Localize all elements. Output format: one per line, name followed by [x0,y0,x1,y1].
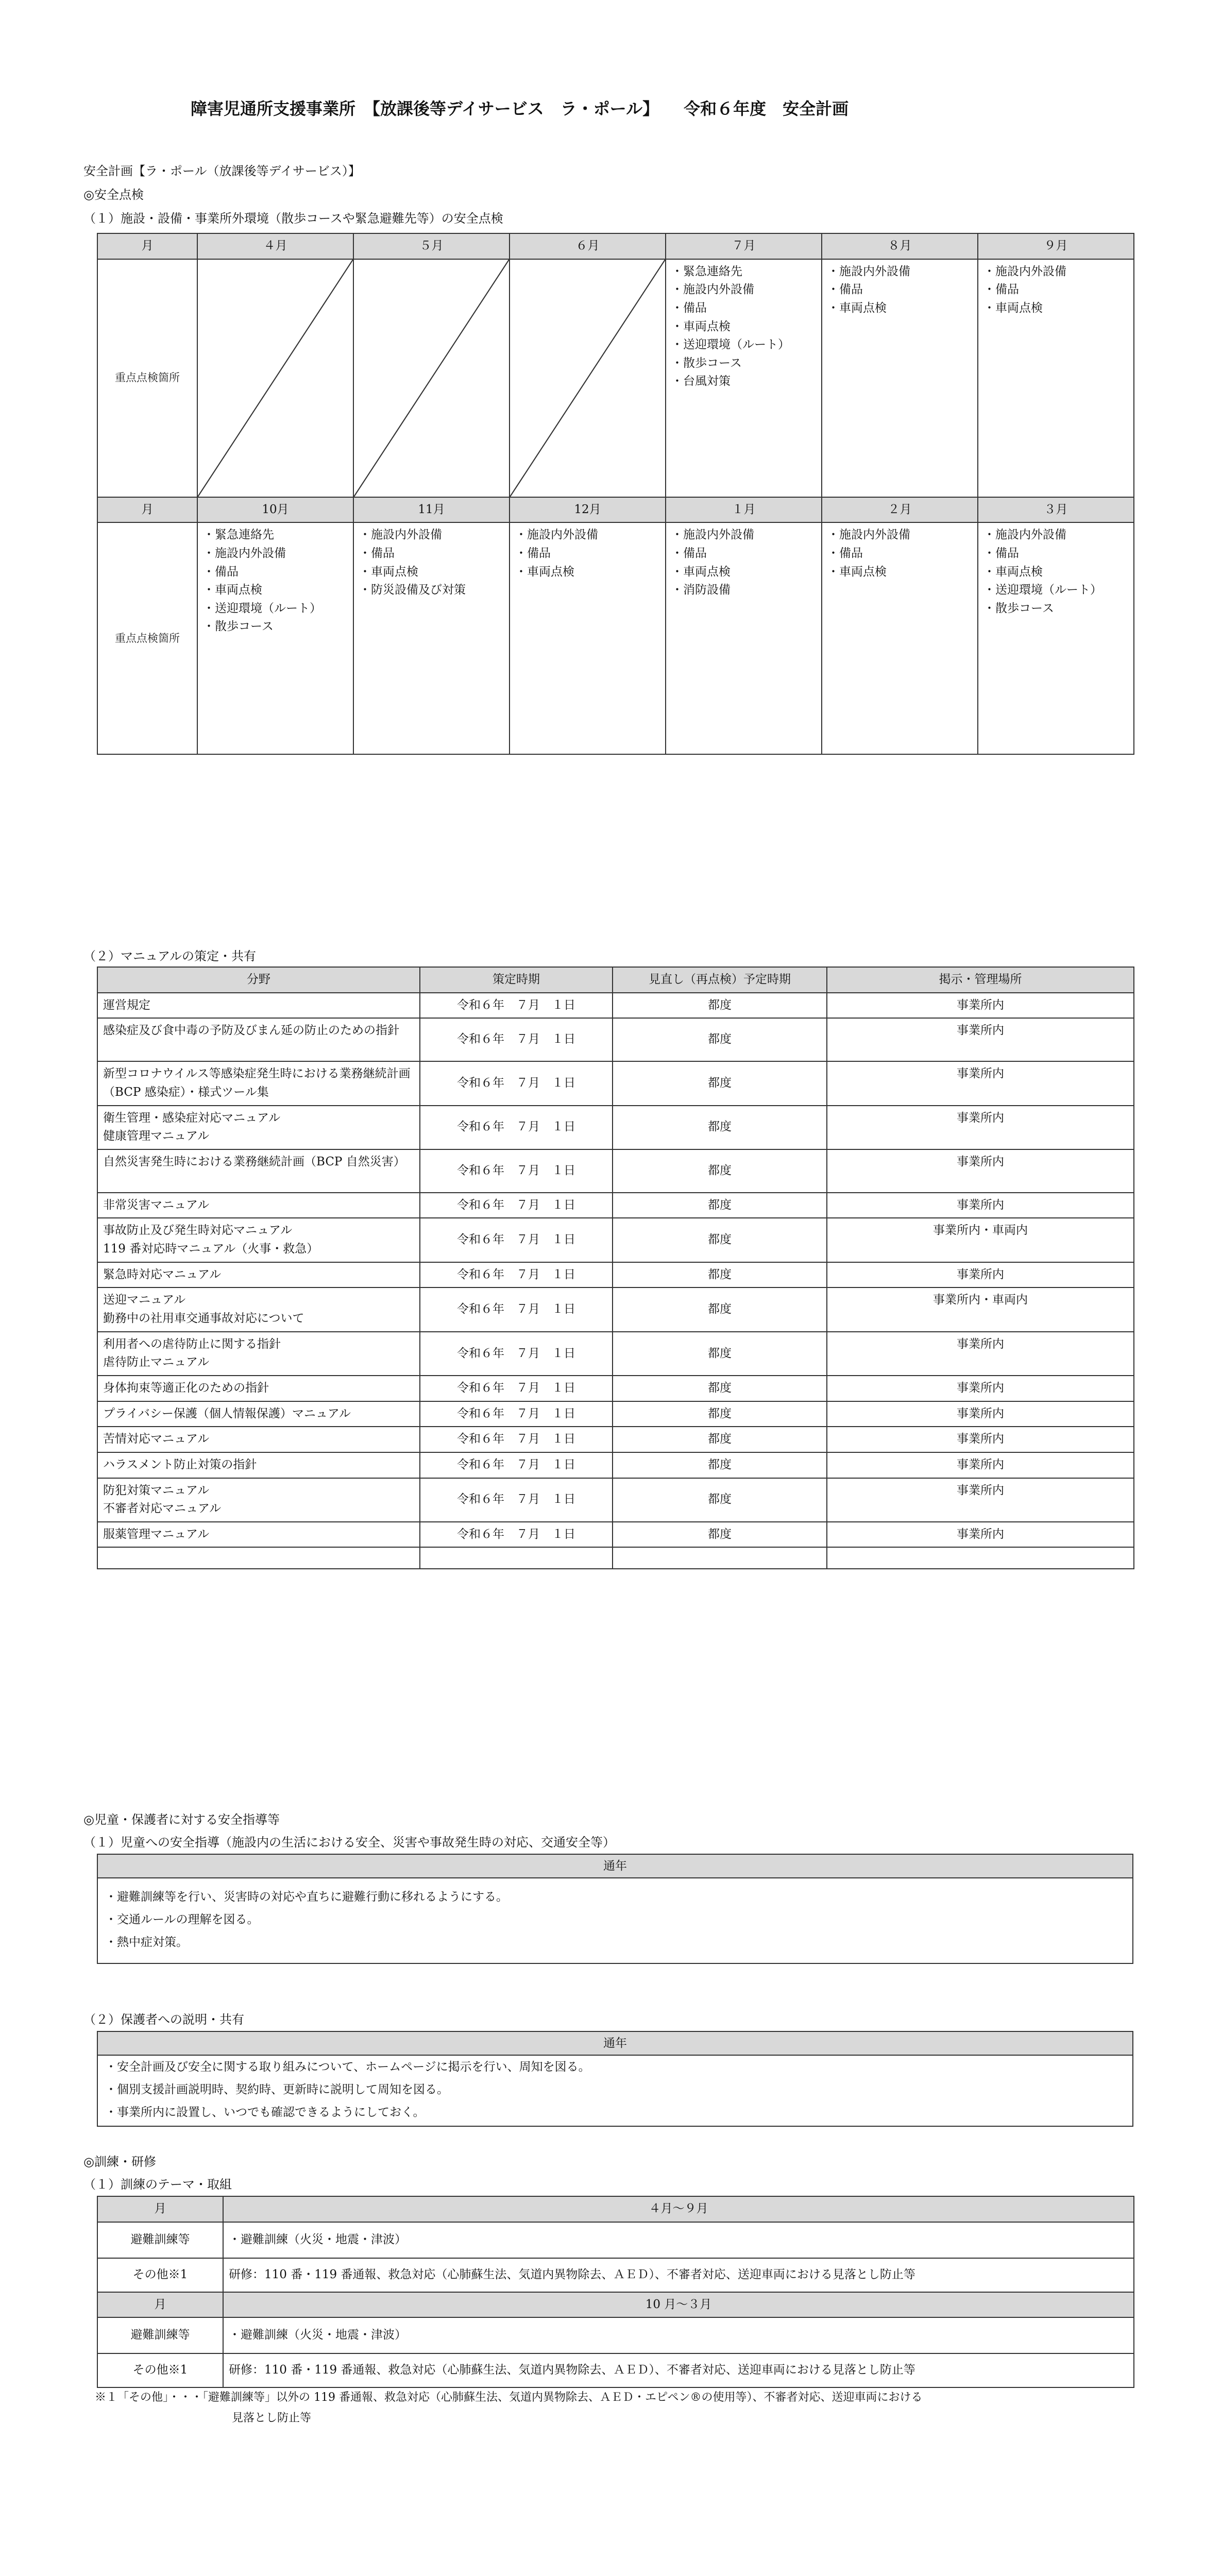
check-item: ・消防設備 [671,583,731,597]
period-header: ４月～９月 [223,2196,1134,2222]
row-label: 重点点検箇所 [97,522,197,754]
manual-row [97,1193,1134,1218]
manual-place: 事業所内 [827,1376,1134,1401]
month-header: 月 [97,497,197,523]
training-text: 研修：110 番・119 番通報、救急対応（心肺蘇生法、気道内異物除去、ＡＥＤ）、不審者対応、送迎車両における見落とし防止等 [223,2353,1134,2387]
manual-place: 事業所内・車両内 [827,1218,1134,1262]
manual-place: 事業所内 [827,1452,1134,1478]
parent-guidance-box [97,2031,1133,2127]
manual-review: 都度 [613,1218,827,1262]
month-col: １月 [666,497,822,523]
empty-cell-slash [353,259,510,497]
manual-row [97,1376,1134,1401]
manual-date: 令和６年 ７月 １日 [420,1193,613,1218]
manual-review: 都度 [613,1149,827,1193]
manual-place: 事業所内・車両内 [827,1287,1134,1331]
check-item: ・車両点検 [203,583,262,597]
row-label: 重点点検箇所 [97,259,197,497]
check-item: ・施設内外設備 [983,264,1066,278]
row-label: 避難訓練等 [97,2222,223,2258]
training-note-cont: 見落とし防止等 [232,2412,312,2425]
check-item: ・台風対策 [671,375,731,388]
check-item: ・車両点検 [983,565,1043,579]
column-header: 策定時期 [420,967,613,993]
manual-row [97,1332,1134,1376]
check-items-feb [822,522,978,754]
check-item: ・備品 [515,546,551,560]
manuals-table [97,967,1134,1569]
empty-cell [613,1547,827,1569]
empty-cell-slash [197,259,353,497]
check-item: ・備品 [359,546,395,560]
check-item: ・施設内外設備 [359,528,442,542]
manual-date: 令和６年 ７月 １日 [420,1018,613,1061]
check-items-mar [978,522,1134,754]
month-col: ７月 [666,233,822,259]
manual-name: 運営規定 [97,993,420,1019]
manual-name: 苦情対応マニュアル [97,1427,420,1452]
check-item: ・車両点検 [359,565,418,579]
check-items-dec [510,522,666,754]
check-items-jan [666,522,822,754]
row-label: 避難訓練等 [97,2317,223,2353]
manual-review: 都度 [613,1452,827,1478]
month-col: ６月 [510,233,666,259]
training-text: ・避難訓練（火災・地震・津波） [223,2317,1134,2353]
check-item: ・送迎環境（ルート） [203,601,321,615]
manual-date: 令和６年 ７月 １日 [420,1427,613,1452]
manual-name: ハラスメント防止対策の指針 [97,1452,420,1478]
manual-date: 令和６年 ７月 １日 [420,1522,613,1548]
manual-review: 都度 [613,1522,827,1548]
manual-date: 令和６年 ７月 １日 [420,1401,613,1427]
check-items-jul [666,259,822,497]
guidance-item: ・避難訓練等を行い、災害時の対応や直ちに避難行動に移れるようにする。 [105,1890,508,1904]
manual-name: 服薬管理マニュアル [97,1522,420,1548]
safety-check-table [97,233,1134,755]
manual-place: 事業所内 [827,1401,1134,1427]
manual-date: 令和６年 ７月 １日 [420,1287,613,1331]
manual-review: 都度 [613,1478,827,1522]
check-item: ・緊急連絡先 [671,264,742,278]
manual-review: 都度 [613,1061,827,1105]
manual-review: 都度 [613,1106,827,1149]
check-item: ・備品 [203,565,239,579]
manual-name: 自然災害発生時における業務継続計画（BCP 自然災害） [97,1149,420,1193]
guidance-heading: ◎児童・保護者に対する安全指導等 [83,1812,280,1827]
manual-place: 事業所内 [827,1478,1134,1522]
guidance-item: ・個別支援計画説明時、契約時、更新時に説明して周知を図る。 [105,2083,449,2096]
guidance-item: ・交通ルールの理解を図る。 [105,1913,259,1926]
check-item: ・防災設備及び対策 [359,583,466,597]
month-col: 11月 [353,497,510,523]
empty-cell [827,1547,1134,1569]
check-item: ・施設内外設備 [515,528,598,542]
manual-review: 都度 [613,1401,827,1427]
manual-date: 令和６年 ７月 １日 [420,1061,613,1105]
safety-check-subheading: （１）施設・設備・事業所外環境（散歩コースや緊急避難先等）の安全点検 [83,211,503,226]
manual-place: 事業所内 [827,1018,1134,1061]
check-item: ・車両点検 [515,565,574,579]
manual-review: 都度 [613,1193,827,1218]
check-item: ・散歩コース [671,356,742,370]
check-item: ・緊急連絡先 [203,528,274,542]
manual-name: 緊急時対応マニュアル [97,1262,420,1288]
manual-name: 事故防止及び発生時対応マニュアル 119 番対応時マニュアル（火事・救急） [97,1218,420,1262]
check-item: ・施設内外設備 [671,283,754,297]
plan-heading: 安全計画【ラ・ポール（放課後等デイサービス）】 [83,164,361,178]
manual-date: 令和６年 ７月 １日 [420,1452,613,1478]
manual-row [97,1018,1134,1061]
manual-place: 事業所内 [827,1332,1134,1376]
manual-name: 利用者への虐待防止に関する指針 虐待防止マニュアル [97,1332,420,1376]
check-items-nov [353,522,510,754]
manual-row [97,1452,1134,1478]
check-item: ・備品 [827,546,863,560]
manual-name: 送迎マニュアル 勤務中の社用車交通事故対応について [97,1287,420,1331]
child-guidance-box [97,1854,1133,1964]
manual-row [97,1106,1134,1149]
training-theme-table [97,2196,1134,2388]
period-header: 10 月～３月 [223,2292,1134,2318]
month-header: 月 [97,2196,223,2222]
manual-row [97,1401,1134,1427]
manuals-body [97,993,1134,1569]
empty-cell [97,1547,420,1569]
manual-row [97,1149,1134,1193]
manual-place: 事業所内 [827,1193,1134,1218]
month-col: 12月 [510,497,666,523]
check-item: ・散歩コース [203,620,274,634]
document-title: 障害児通所支援事業所 【放課後等デイサービス ラ・ポール】 令和６年度 安全計画 [191,99,849,118]
manual-review: 都度 [613,993,827,1019]
row-label: その他※1 [97,2258,223,2292]
manual-row [97,1287,1134,1331]
manual-name: 防犯対策マニュアル 不審者対応マニュアル [97,1478,420,1522]
check-item: ・備品 [827,283,863,297]
month-header: 月 [97,2292,223,2318]
manual-place: 事業所内 [827,1522,1134,1548]
manual-review: 都度 [613,1018,827,1061]
manual-review: 都度 [613,1427,827,1452]
check-item: ・施設内外設備 [203,546,286,560]
check-item: ・車両点検 [671,565,731,579]
manual-name: 身体拘束等適正化のための指針 [97,1376,420,1401]
month-col: ８月 [822,233,978,259]
column-header: 分野 [97,967,420,993]
check-item: ・車両点検 [983,301,1043,315]
manual-place: 事業所内 [827,1149,1134,1193]
guidance-item: ・安全計画及び安全に関する取り組みについて、ホームページに掲示を行い、周知を図る。 [105,2060,590,2074]
manual-name: 非常災害マニュアル [97,1193,420,1218]
manual-row [97,1262,1134,1288]
manual-review: 都度 [613,1332,827,1376]
manual-date: 令和６年 ７月 １日 [420,1332,613,1376]
manual-place: 事業所内 [827,1262,1134,1288]
manual-row [97,1522,1134,1548]
guidance-sub1: （１）児童への安全指導（施設内の生活における安全、災害や事故発生時の対応、交通安全等） [83,1835,615,1850]
guidance-sub2: （２）保護者への説明・共有 [83,2012,244,2027]
month-col: ５月 [353,233,510,259]
manual-date: 令和６年 ７月 １日 [420,1478,613,1522]
safety-check-heading: ◎安全点検 [83,188,144,202]
training-note: ※１「その他」・・・「避難訓練等」以外の 119 番通報、救急対応（心肺蘇生法、気道内異物除去、ＡＥＤ・エピペン®の使用等）、不審者対応、送迎車両における [95,2391,923,2404]
manual-place: 事業所内 [827,993,1134,1019]
month-col: ９月 [978,233,1134,259]
month-col: 10月 [197,497,353,523]
manual-name: 新型コロナウイルス等感染症発生時における業務継続計画（BCP 感染症）・様式ツール集 [97,1061,420,1105]
guidance-item: ・事業所内に設置し、いつでも確認できるようにしておく。 [105,2106,425,2119]
check-item: ・備品 [983,546,1019,560]
manual-row [97,993,1134,1019]
manual-name: 衛生管理・感染症対応マニュアル 健康管理マニュアル [97,1106,420,1149]
column-header: 掲示・管理場所 [827,967,1134,993]
month-header: 月 [97,233,197,259]
month-col: ２月 [822,497,978,523]
check-item: ・送迎環境（ルート） [671,338,790,352]
box-header: 通年 [98,2032,1132,2056]
manual-date: 令和６年 ７月 １日 [420,1218,613,1262]
empty-cell-slash [510,259,666,497]
manual-date: 令和６年 ７月 １日 [420,993,613,1019]
manual-place: 事業所内 [827,1106,1134,1149]
check-item: ・備品 [983,283,1019,297]
check-item: ・車両点検 [827,565,887,579]
manual-row [97,1427,1134,1452]
manual-row [97,1478,1134,1522]
manual-review: 都度 [613,1376,827,1401]
manual-name: プライバシー保護（個人情報保護）マニュアル [97,1401,420,1427]
manual-review: 都度 [613,1262,827,1288]
month-col: ３月 [978,497,1134,523]
check-item: ・備品 [671,546,707,560]
manual-date: 令和６年 ７月 １日 [420,1262,613,1288]
row-label: その他※1 [97,2353,223,2387]
check-item: ・施設内外設備 [671,528,754,542]
month-col: ４月 [197,233,353,259]
check-item: ・施設内外設備 [827,528,910,542]
empty-cell [420,1547,613,1569]
check-item: ・施設内外設備 [827,264,910,278]
manual-date: 令和６年 ７月 １日 [420,1376,613,1401]
manual-row [97,1218,1134,1262]
column-header: 見直し（再点検）予定時期 [613,967,827,993]
training-text: ・避難訓練（火災・地震・津波） [223,2222,1134,2258]
manual-name: 感染症及び食中毒の予防及びまん延の防止のための指針 [97,1018,420,1061]
check-items-oct [197,522,353,754]
manual-date: 令和６年 ７月 １日 [420,1106,613,1149]
check-item: ・送迎環境（ルート） [983,583,1102,597]
check-item: ・散歩コース [983,601,1054,615]
box-header: 通年 [98,1855,1132,1878]
training-heading: ◎訓練・研修 [83,2155,156,2169]
check-item: ・車両点検 [827,301,887,315]
manual-place: 事業所内 [827,1427,1134,1452]
manual-date: 令和６年 ７月 １日 [420,1149,613,1193]
check-item: ・施設内外設備 [983,528,1066,542]
training-text: 研修：110 番・119 番通報、救急対応（心肺蘇生法、気道内異物除去、ＡＥＤ）、不審者対応、送迎車両における見落とし防止等 [223,2258,1134,2292]
check-items-aug [822,259,978,497]
manual-row-empty [97,1547,1134,1569]
training-sub1: （１）訓練のテーマ・取組 [83,2177,232,2192]
guidance-item: ・熱中症対策。 [105,1936,188,1949]
manual-review: 都度 [613,1287,827,1331]
manuals-heading: （２）マニュアルの策定・共有 [83,949,257,963]
check-item: ・車両点検 [671,319,731,333]
manual-row [97,1061,1134,1105]
check-item: ・備品 [671,301,707,315]
manual-place: 事業所内 [827,1061,1134,1105]
check-items-sep [978,259,1134,497]
